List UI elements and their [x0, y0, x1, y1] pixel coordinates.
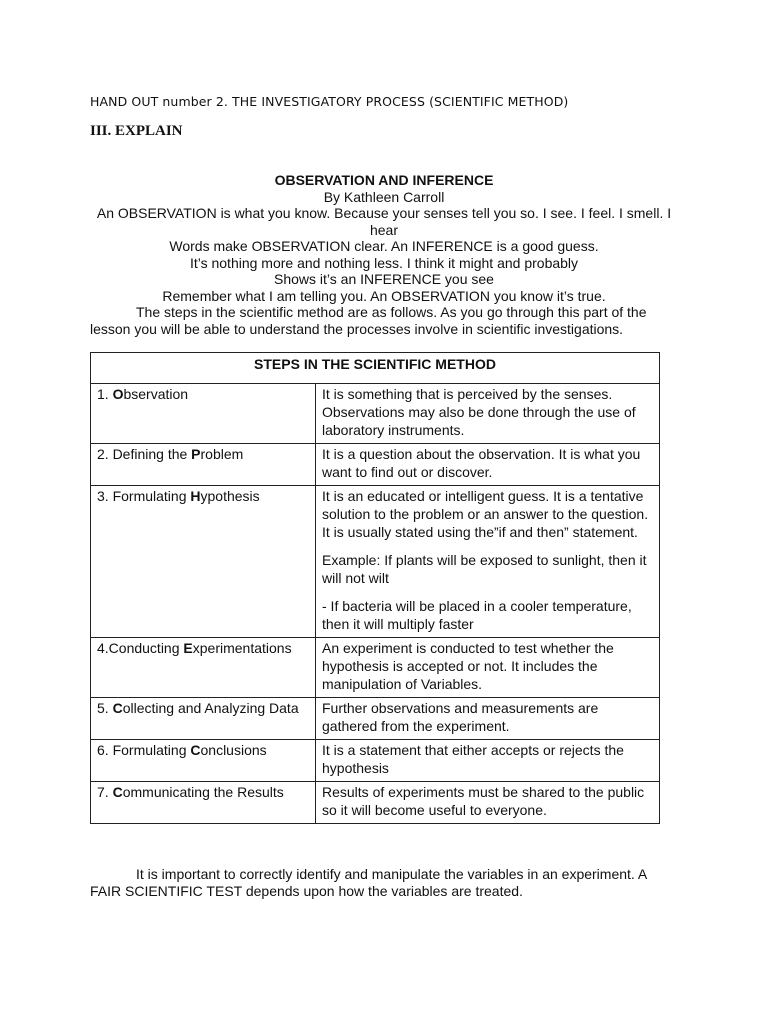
step-description — [316, 782, 660, 824]
step-suffix: onclusions — [200, 742, 267, 758]
table-row — [91, 740, 660, 782]
table-row — [91, 444, 660, 486]
poem-block — [90, 172, 678, 337]
step-description — [316, 486, 660, 638]
step-prefix: 7. — [97, 784, 113, 800]
poem-line: Shows it’s an INFERENCE you see — [274, 271, 494, 287]
step-description — [316, 444, 660, 486]
step-suffix: bservation — [123, 386, 189, 402]
handout-header: HAND OUT number 2. THE INVESTIGATORY PROCESS (SCIENTIFIC METHOD) — [90, 94, 569, 109]
step-description — [316, 384, 660, 444]
table-row — [91, 782, 660, 824]
footer-text: It is important to correctly identify and manipulate the variables in an experiment. A FAIR SCIENTIFIC TEST depends upon how the variables are treated. — [90, 866, 647, 899]
description-text: It is a question about the observation. It is what you want to find out or discover. — [322, 446, 641, 480]
step-prefix: 5. — [97, 700, 113, 716]
example-text: Example: If plants will be exposed to sunlight, then it will not wilt — [322, 552, 647, 586]
step-suffix: ommunicating the Results — [122, 784, 284, 800]
intro-paragraph: The steps in the scientific method are as follows. As you go through this part of the lesson you will be able to understand the processes involve in scientific investigations. — [90, 304, 647, 337]
step-prefix: 2. Defining the — [97, 446, 192, 462]
step-initial: C — [112, 784, 123, 800]
description-text: An experiment is conducted to test whether the hypothesis is accepted or not. It includes the manipulation of Variables. — [322, 640, 614, 692]
poem-line: An OBSERVATION is what you know. Because your senses tell you so. I see. I feel. I smell. I hear — [96, 205, 672, 238]
table-title: STEPS IN THE SCIENTIFIC METHOD — [91, 353, 660, 384]
step-suffix: ypothesis — [200, 488, 260, 504]
step-initial: C — [112, 700, 123, 716]
description-text: It is an educated or intelligent guess. It is a tentative solution to the problem or an answer to the question. It is usually stated using the”if and then” statement. — [322, 488, 649, 540]
poem-line: Words make OBSERVATION clear. An INFERENCE is a good guess. — [169, 238, 599, 254]
step-suffix: xperimentations — [192, 640, 292, 656]
step-initial: H — [190, 488, 201, 504]
step-name — [91, 782, 316, 824]
step-name — [91, 384, 316, 444]
steps-table — [90, 352, 660, 824]
poem-title: OBSERVATION AND INFERENCE — [274, 172, 494, 188]
step-suffix: roblem — [200, 446, 244, 462]
step-name — [91, 486, 316, 638]
step-initial: C — [190, 742, 201, 758]
step-prefix: 3. Formulating — [97, 488, 191, 504]
step-suffix: ollecting and Analyzing Data — [122, 700, 299, 716]
table-row — [91, 698, 660, 740]
table-row — [91, 486, 660, 638]
step-name — [91, 698, 316, 740]
poem-author: By Kathleen Carroll — [323, 188, 445, 205]
step-name — [91, 444, 316, 486]
step-initial: P — [191, 446, 201, 462]
section-heading: III. EXPLAIN — [90, 123, 183, 139]
step-name — [91, 638, 316, 698]
step-prefix: 1. — [97, 386, 113, 402]
step-initial: E — [183, 640, 193, 656]
step-initial: O — [112, 386, 124, 402]
poem-line: Remember what I am telling you. An OBSERVATION you know it’s true. — [162, 287, 606, 304]
step-description — [316, 698, 660, 740]
table-row — [91, 384, 660, 444]
example-text: - If bacteria will be placed in a cooler temperature, then it will multiply faster — [322, 598, 632, 632]
description-text: It is a statement that either accepts or rejects the hypothesis — [322, 742, 624, 776]
footer-paragraph — [90, 866, 678, 900]
step-prefix: 6. Formulating — [97, 742, 191, 758]
description-text: Results of experiments must be shared to the public so it will become useful to everyone. — [322, 784, 645, 818]
poem-line: It’s nothing more and nothing less. I think it might and probably — [189, 254, 579, 271]
step-name — [91, 740, 316, 782]
description-text: Further observations and measurements are gathered from the experiment. — [322, 700, 599, 734]
step-prefix: 4.Conducting — [97, 640, 184, 656]
step-description — [316, 740, 660, 782]
table-row — [91, 638, 660, 698]
description-text: It is something that is perceived by the senses. Observations may also be done through the use of laboratory instruments. — [322, 386, 636, 438]
step-description — [316, 638, 660, 698]
